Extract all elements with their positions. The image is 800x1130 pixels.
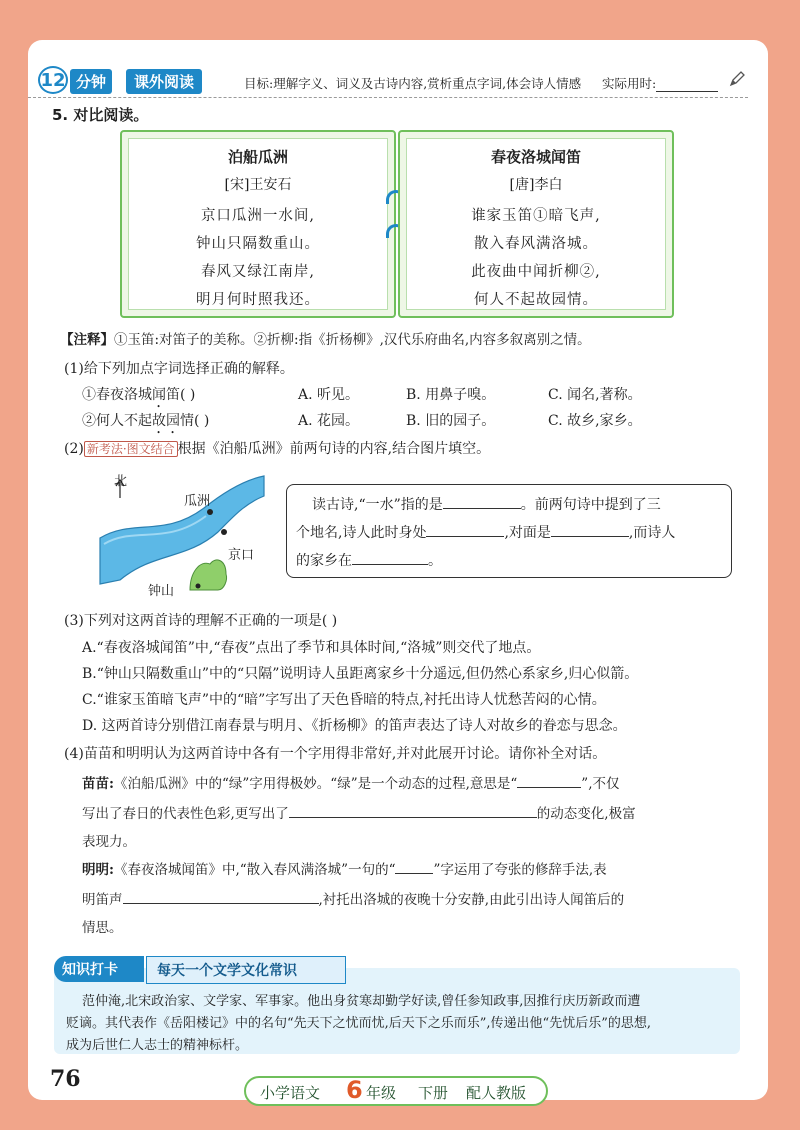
q1-item-2-option-a[interactable]: A. 花园。: [298, 413, 360, 429]
time-badge: 12: [38, 66, 68, 94]
q1-item-1[interactable]: ①春夜洛城闻笛( ): [82, 387, 196, 403]
top-bar: [28, 62, 748, 98]
q1-item-2-option-c[interactable]: C. 故乡,家乡。: [548, 413, 642, 429]
q2-stem: (2) 新考法·图文结合 根据《泊船瓜洲》前两句诗的内容,结合图片填空。: [64, 441, 491, 457]
knowledge-tag: 知识打卡: [54, 956, 144, 982]
poem-title: 春夜洛城闻笛: [490, 148, 581, 166]
new-method-tag: 新考法·图文结合: [84, 441, 178, 457]
footer-grade-unit: 年级: [366, 1084, 397, 1102]
map-label-north: 北: [114, 474, 128, 489]
footer-term: 下册: [418, 1084, 449, 1102]
footer-grade-number: 6: [346, 1076, 363, 1104]
q4-mingming-line-1[interactable]: 明明:《春夜洛城闻笛》中,“散入春风满洛城”一句的“ ”字运用了夸张的修辞手法,表: [82, 862, 607, 878]
poem-line: 何人不起故园情。: [474, 292, 598, 308]
knowledge-title: 每天一个文学文化常识: [146, 956, 346, 984]
poem-author: [宋]王安石: [224, 177, 292, 193]
actual-time[interactable]: 实际用时:: [602, 74, 718, 92]
notes: 【注释】①玉笛:对笛子的美称。②折柳:指《折杨柳》,汉代乐府曲名,内容多叙离别之情。: [60, 332, 591, 348]
q4-miaomiao-line-2[interactable]: 写出了春日的代表性色彩,更写出了 的动态变化,极富: [82, 806, 636, 822]
map-label-guazhou: 瓜洲: [184, 494, 211, 509]
guazhou-dot: [207, 509, 213, 515]
knowledge-line: 成为后世仁人志士的精神标杆。: [66, 1038, 249, 1053]
q4-miaomiao-line-1[interactable]: 苗苗:《泊船瓜洲》中的“绿”字用得极妙。“绿”是一个动态的过程,意思是“ ”,不仅: [82, 776, 620, 792]
q1-stem: (1)给下列加点字词选择正确的解释。: [64, 361, 294, 377]
q3-stem[interactable]: (3)下列对这两首诗的理解不正确的一项是( ): [64, 613, 338, 629]
q3-option-b[interactable]: B.“钟山只隔数重山”中的“只隔”说明诗人虽距离家乡十分遥远,但仍然心系家乡,归心似箭。: [82, 666, 639, 682]
poem-title: 泊船瓜洲: [227, 148, 288, 166]
goal-text: 目标:理解字义、词义及古诗内容,赏析重点字词,体会诗人情感: [244, 76, 582, 91]
poem-line: 明月何时照我还。: [196, 292, 320, 308]
footer-subject: 小学语文: [260, 1084, 321, 1102]
poem-line: 散入春风满洛城。: [474, 236, 598, 252]
pencil-icon: [728, 70, 746, 88]
q4-miaomiao-line-3: 表现力。: [82, 834, 136, 850]
poem-line: 春风又绿江南岸,: [200, 264, 316, 280]
q3-option-c[interactable]: C.“谁家玉笛暗飞声”中的“暗”字写出了天色昏暗的特点,衬托出诗人忧愁苦闷的心情。: [82, 692, 606, 708]
footer-edition: 配人教版: [466, 1084, 527, 1102]
q1-item-2-option-b[interactable]: B. 旧的园子。: [406, 413, 496, 429]
question-5-title: 5. 对比阅读。: [52, 106, 149, 124]
q4-mingming-line-3: 情思。: [82, 920, 123, 936]
q1-item-1-option-a[interactable]: A. 听见。: [298, 387, 360, 403]
time-unit-label: 分钟: [70, 69, 112, 94]
section-title: 课外阅读: [126, 69, 202, 94]
poem-card-1: [120, 130, 396, 318]
q4-stem: (4)苗苗和明明认为这两首诗中各有一个字用得非常好,并对此展开讨论。请你补全对话。: [64, 746, 607, 762]
q1-item-2[interactable]: ②何人不起故园情( ): [82, 413, 210, 429]
q2-line-2[interactable]: 个地名,诗人此时身处 ,对面是 ,而诗人: [296, 525, 676, 541]
poem-line: 谁家玉笛①暗飞声,: [471, 208, 601, 224]
q1-item-1-option-c[interactable]: C. 闻名,著称。: [548, 387, 642, 403]
knowledge-line: 贬谪。其代表作《岳阳楼记》中的名句“先天下之忧而忧,后天下之乐而乐”,传递出他“先忧后乐”的思想,: [66, 1016, 651, 1031]
poem-line: 钟山只隔数重山。: [196, 236, 320, 252]
q3-option-a[interactable]: A.“春夜洛城闻笛”中,“春夜”点出了季节和具体时间,“洛城”则交代了地点。: [82, 640, 541, 656]
poem-author: [唐]李白: [509, 177, 563, 193]
poem-card-2: [398, 130, 674, 318]
page-number: 76: [50, 1066, 81, 1092]
q2-line-1[interactable]: 读古诗,“一水”指的是 。前两句诗中提到了三: [312, 497, 661, 513]
q1-item-1-option-b[interactable]: B. 用鼻子嗅。: [406, 387, 496, 403]
q2-line-3[interactable]: 的家乡在 。: [296, 553, 442, 569]
q3-option-d[interactable]: D. 这两首诗分别借江南春景与明月、《折杨柳》的笛声表达了诗人对故乡的眷恋与思念。: [82, 718, 627, 734]
jingkou-dot: [221, 529, 227, 535]
map-label-zhongshan: 钟山: [148, 584, 175, 599]
knowledge-line: 范仲淹,北宋政治家、文学家、军事家。他出身贫寒却勤学好读,曾任参知政事,因推行庆历新政而遭: [82, 994, 641, 1009]
map-label-jingkou: 京口: [228, 548, 255, 563]
q4-mingming-line-2[interactable]: 明笛声 ,衬托出洛城的夜晚十分安静,由此引出诗人闻笛后的: [82, 892, 625, 908]
footer-badge: [244, 1076, 548, 1106]
poem-line: 京口瓜洲一水间,: [200, 208, 316, 224]
poem-line: 此夜曲中闻折柳②,: [471, 264, 601, 280]
